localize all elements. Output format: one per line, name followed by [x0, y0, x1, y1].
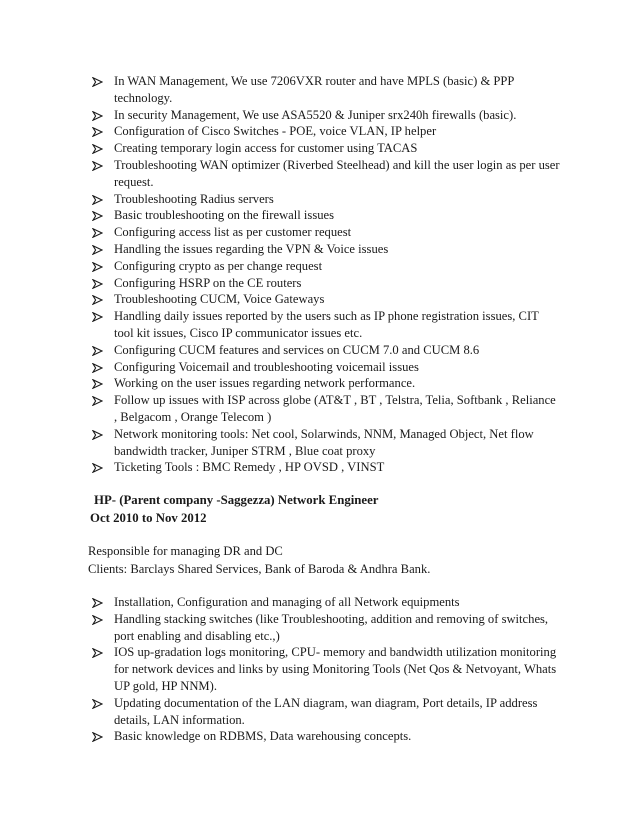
- arrow-bullet-icon: [92, 312, 103, 322]
- bullet-item: [90, 191, 560, 208]
- arrow-bullet-icon: [92, 430, 103, 440]
- job-dates: Oct 2010 to Nov 2012: [90, 511, 207, 525]
- bullet-text: Handling the issues regarding the VPN & Voice issues: [114, 241, 389, 256]
- bullet-item: [90, 342, 560, 359]
- arrow-bullet-icon: [92, 615, 103, 625]
- arrow-bullet-icon: [92, 379, 103, 389]
- arrow-bullet-icon: [92, 195, 103, 205]
- arrow-bullet-icon: [92, 245, 103, 255]
- bullet-item: [90, 594, 560, 611]
- arrow-bullet-icon: [92, 211, 103, 221]
- bullet-text: IOS up-gradation logs monitoring, CPU- memory and bandwidth utilization monitoring for network devices and links by using Monitoring Tools (Net Qos & Netvoyant, Whats UP gold, HP NNM).: [114, 645, 557, 693]
- bullet-text: In WAN Management, We use 7206VXR router and have MPLS (basic) & PPP technology.: [114, 74, 514, 105]
- arrow-bullet-icon: [92, 228, 103, 238]
- bullet-text: Updating documentation of the LAN diagram, wan diagram, Port details, IP address details, LAN information.: [114, 695, 538, 727]
- arrow-bullet-icon: [92, 648, 103, 658]
- skills-bullet-list: [90, 73, 560, 476]
- bullet-item: [90, 611, 560, 645]
- bullet-item: [90, 695, 560, 729]
- arrow-bullet-icon: [92, 363, 103, 373]
- bullet-item: [90, 728, 560, 745]
- bullet-item: [90, 241, 560, 258]
- bullet-text: Network monitoring tools: Net cool, Solarwinds, NNM, Managed Object, Net flow bandwidth tracker, Juniper STRM , Blue coat proxy: [114, 426, 534, 458]
- duties-bullet-list: [90, 594, 560, 745]
- bullet-text: Troubleshooting CUCM, Voice Gateways: [114, 292, 325, 307]
- arrow-bullet-icon: [92, 396, 103, 406]
- arrow-bullet-icon: [92, 346, 103, 356]
- arrow-bullet-icon: [92, 732, 103, 742]
- clients-text: Clients: Barclays Shared Services, Bank of Baroda & Andhra Bank.: [88, 562, 431, 576]
- bullet-item: [90, 359, 560, 376]
- bullet-item: [90, 291, 560, 308]
- bullet-item: [90, 459, 560, 476]
- bullet-text: Handling stacking switches (like Troubleshooting, addition and removing of switches, port enabling and disabling etc.,): [114, 611, 549, 643]
- bullet-item: [90, 375, 560, 392]
- arrow-bullet-icon: [92, 111, 103, 121]
- arrow-bullet-icon: [92, 295, 103, 305]
- bullet-text: Basic knowledge on RDBMS, Data warehousing concepts.: [114, 729, 412, 744]
- arrow-bullet-icon: [92, 262, 103, 272]
- bullet-text: Handling daily issues reported by the users such as IP phone registration issues, CIT tool kit issues, Cisco IP communicator issues etc.: [114, 309, 539, 340]
- bullet-item: [90, 207, 560, 224]
- bullet-item: [90, 644, 560, 694]
- arrow-bullet-icon: [92, 144, 103, 154]
- arrow-bullet-icon: [92, 699, 103, 709]
- arrow-bullet-icon: [92, 463, 103, 473]
- arrow-bullet-icon: [92, 127, 103, 137]
- job-title: HP- (Parent company -Saggezza) Network Engineer: [94, 493, 379, 507]
- bullet-item: [90, 275, 560, 292]
- bullet-item: [90, 426, 560, 460]
- bullet-item: [90, 107, 560, 124]
- bullet-item: [90, 258, 560, 275]
- bullet-text: Ticketing Tools : BMC Remedy , HP OVSD , VINST: [114, 460, 385, 475]
- bullet-text: Configuring HSRP on the CE routers: [114, 275, 302, 290]
- bullet-text: Configuring crypto as per change request: [114, 258, 323, 273]
- bullet-item: [90, 308, 560, 342]
- responsibility-text: Responsible for managing DR and DC: [88, 544, 283, 558]
- arrow-bullet-icon: [92, 598, 103, 608]
- bullet-item: [90, 73, 560, 107]
- bullet-text: Troubleshooting Radius servers: [114, 191, 274, 206]
- bullet-text: Creating temporary login access for customer using TACAS: [114, 141, 418, 156]
- bullet-text: Configuring access list as per customer request: [114, 225, 352, 240]
- bullet-text: Basic troubleshooting on the firewall issues: [114, 208, 335, 223]
- bullet-item: [90, 140, 560, 157]
- bullet-item: [90, 392, 560, 426]
- arrow-bullet-icon: [92, 161, 103, 171]
- bullet-text: Troubleshooting WAN optimizer (Riverbed Steelhead) and kill the user login as per user request.: [114, 157, 560, 189]
- bullet-text: Follow up issues with ISP across globe (AT&T , BT , Telstra, Telia, Softbank , Reliance , Belgacom , Orange Telecom ): [114, 393, 556, 424]
- bullet-text: Configuring Voicemail and troubleshooting voicemail issues: [114, 359, 419, 374]
- bullet-text: Configuration of Cisco Switches - POE, voice VLAN, IP helper: [114, 124, 437, 139]
- bullet-item: [90, 157, 560, 191]
- arrow-bullet-icon: [92, 77, 103, 87]
- arrow-bullet-icon: [92, 279, 103, 289]
- bullet-text: In security Management, We use ASA5520 & Juniper srx240h firewalls (basic).: [114, 107, 517, 122]
- bullet-text: Working on the user issues regarding network performance.: [114, 376, 416, 391]
- bullet-text: Installation, Configuration and managing of all Network equipments: [114, 595, 460, 609]
- bullet-item: [90, 123, 560, 140]
- bullet-text: Configuring CUCM features and services on CUCM 7.0 and CUCM 8.6: [114, 342, 480, 357]
- bullet-item: [90, 224, 560, 241]
